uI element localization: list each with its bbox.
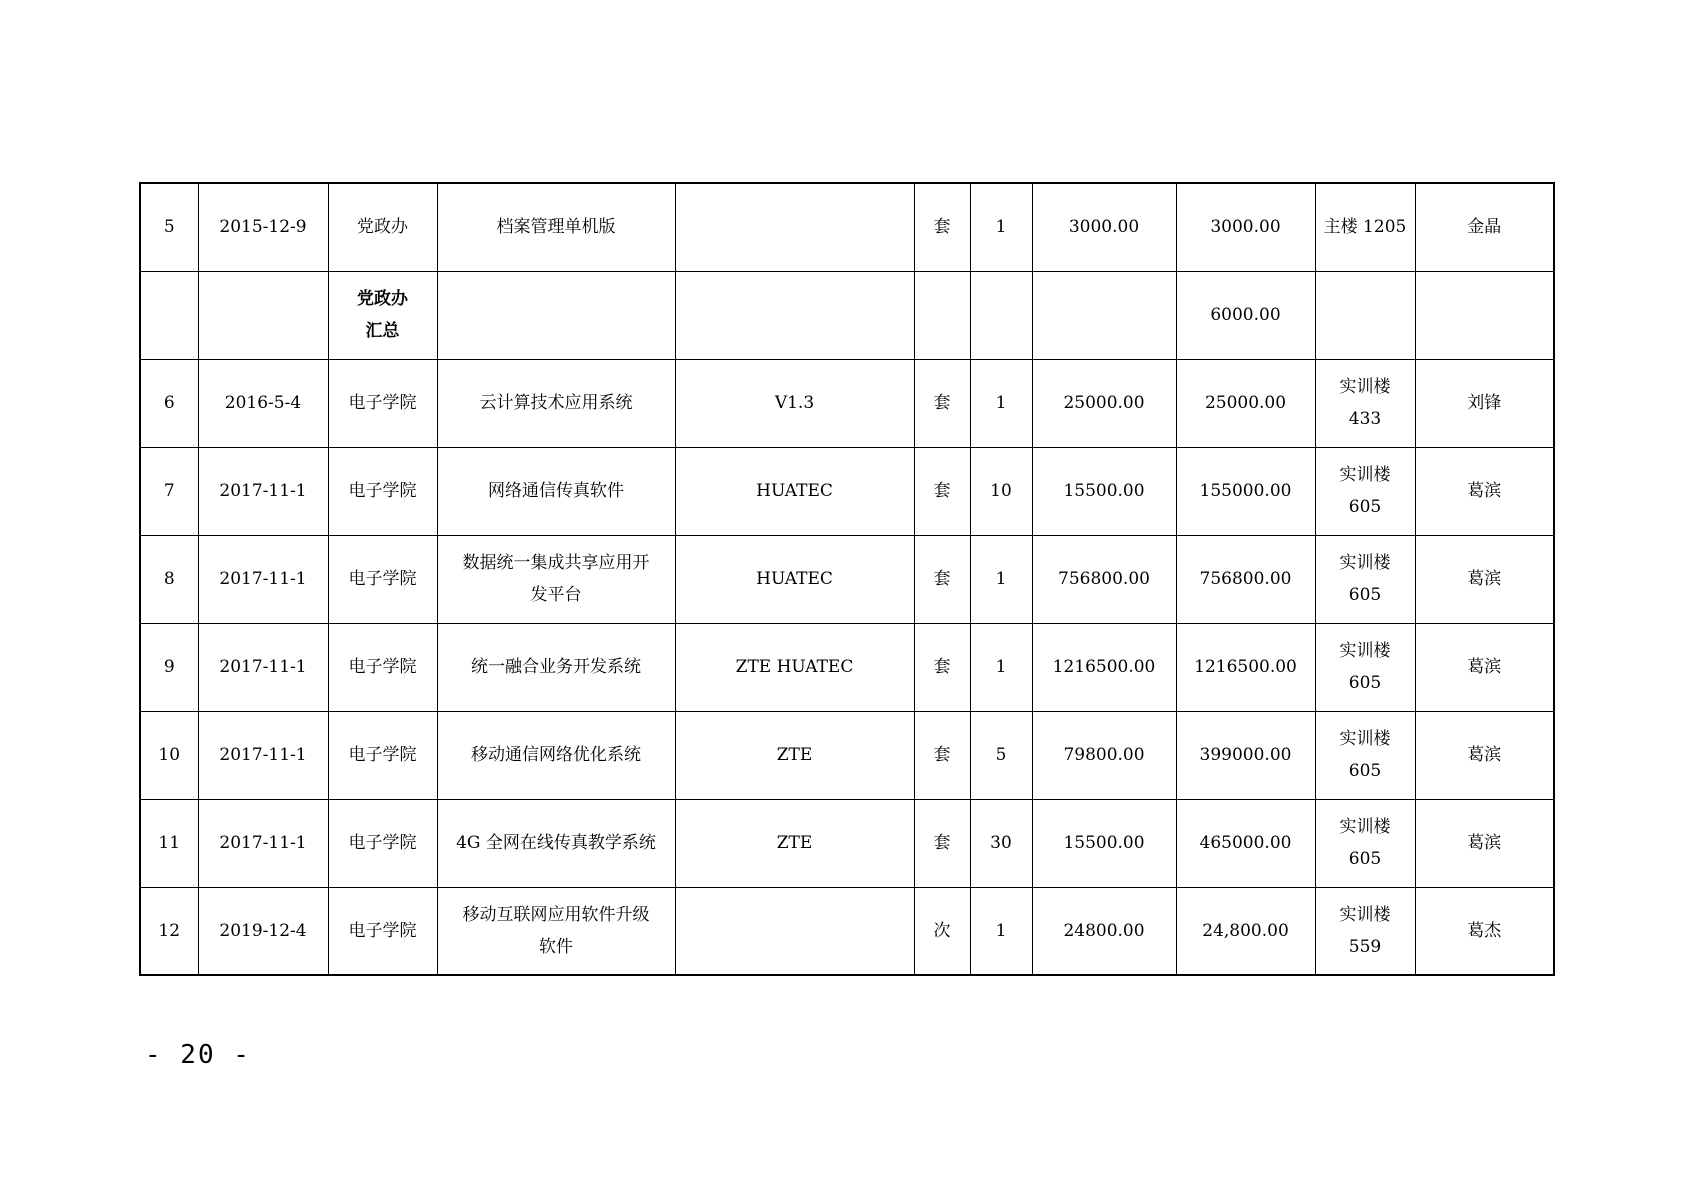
table-row [140, 447, 1554, 535]
unit-cell: 套 [914, 359, 970, 447]
unit-price-cell: 25000.00 [1032, 359, 1176, 447]
item-name-cell: 移动互联网应用软件升级 软件 [437, 887, 675, 975]
location-cell [1315, 271, 1415, 359]
table-row [140, 359, 1554, 447]
row-number-cell: 9 [140, 623, 198, 711]
page-number: - 20 - [145, 1040, 251, 1070]
unit-cell: 套 [914, 799, 970, 887]
total-amount-cell: 756800.00 [1176, 535, 1315, 623]
table-row [140, 535, 1554, 623]
date-cell: 2015-12-9 [198, 183, 328, 271]
total-amount-cell: 399000.00 [1176, 711, 1315, 799]
unit-price-cell: 15500.00 [1032, 447, 1176, 535]
model-cell: ZTE HUATEC [675, 623, 914, 711]
unit-price-cell: 15500.00 [1032, 799, 1176, 887]
custodian-cell: 葛滨 [1415, 623, 1554, 711]
unit-cell [914, 271, 970, 359]
date-cell: 2017-11-1 [198, 447, 328, 535]
location-cell: 实训楼 605 [1315, 799, 1415, 887]
date-cell: 2017-11-1 [198, 799, 328, 887]
total-amount-cell: 465000.00 [1176, 799, 1315, 887]
department-cell: 电子学院 [328, 623, 437, 711]
model-cell [675, 887, 914, 975]
date-cell [198, 271, 328, 359]
item-name-cell: 云计算技术应用系统 [437, 359, 675, 447]
location-cell: 主楼 1205 [1315, 183, 1415, 271]
quantity-cell: 30 [970, 799, 1032, 887]
location-cell: 实训楼 559 [1315, 887, 1415, 975]
quantity-cell: 1 [970, 887, 1032, 975]
row-number-cell: 5 [140, 183, 198, 271]
unit-cell: 套 [914, 623, 970, 711]
table-row [140, 711, 1554, 799]
item-name-cell: 4G 全网在线传真教学系统 [437, 799, 675, 887]
quantity-cell: 1 [970, 359, 1032, 447]
date-cell: 2019-12-4 [198, 887, 328, 975]
date-cell: 2017-11-1 [198, 535, 328, 623]
location-cell: 实训楼 605 [1315, 711, 1415, 799]
row-number-cell: 12 [140, 887, 198, 975]
table-row [140, 887, 1554, 975]
total-amount-cell: 155000.00 [1176, 447, 1315, 535]
summary-row [140, 271, 1554, 359]
row-number-cell [140, 271, 198, 359]
unit-price-cell: 24800.00 [1032, 887, 1176, 975]
row-number-cell: 8 [140, 535, 198, 623]
quantity-cell: 1 [970, 183, 1032, 271]
unit-price-cell: 3000.00 [1032, 183, 1176, 271]
quantity-cell [970, 271, 1032, 359]
unit-price-cell: 1216500.00 [1032, 623, 1176, 711]
quantity-cell: 5 [970, 711, 1032, 799]
item-name-cell [437, 271, 675, 359]
quantity-cell: 1 [970, 623, 1032, 711]
unit-cell: 套 [914, 447, 970, 535]
model-cell: V1.3 [675, 359, 914, 447]
date-cell: 2017-11-1 [198, 711, 328, 799]
table-row [140, 623, 1554, 711]
total-amount-cell: 24,800.00 [1176, 887, 1315, 975]
table-body [140, 183, 1554, 975]
location-cell: 实训楼 433 [1315, 359, 1415, 447]
custodian-cell [1415, 271, 1554, 359]
department-cell: 电子学院 [328, 535, 437, 623]
department-cell: 电子学院 [328, 359, 437, 447]
unit-cell: 套 [914, 535, 970, 623]
item-name-cell: 数据统一集成共享应用开 发平台 [437, 535, 675, 623]
custodian-cell: 葛滨 [1415, 535, 1554, 623]
date-cell: 2016-5-4 [198, 359, 328, 447]
custodian-cell: 刘锋 [1415, 359, 1554, 447]
model-cell: HUATEC [675, 447, 914, 535]
table-row [140, 183, 1554, 271]
department-cell: 电子学院 [328, 447, 437, 535]
item-name-cell: 网络通信传真软件 [437, 447, 675, 535]
quantity-cell: 10 [970, 447, 1032, 535]
unit-cell: 套 [914, 711, 970, 799]
custodian-cell: 金晶 [1415, 183, 1554, 271]
custodian-cell: 葛滨 [1415, 711, 1554, 799]
model-cell: ZTE [675, 799, 914, 887]
table-row [140, 799, 1554, 887]
model-cell: HUATEC [675, 535, 914, 623]
total-amount-cell: 6000.00 [1176, 271, 1315, 359]
unit-price-cell: 79800.00 [1032, 711, 1176, 799]
model-cell [675, 271, 914, 359]
unit-price-cell [1032, 271, 1176, 359]
row-number-cell: 11 [140, 799, 198, 887]
item-name-cell: 档案管理单机版 [437, 183, 675, 271]
unit-price-cell: 756800.00 [1032, 535, 1176, 623]
department-cell: 电子学院 [328, 711, 437, 799]
row-number-cell: 10 [140, 711, 198, 799]
department-cell: 电子学院 [328, 887, 437, 975]
row-number-cell: 7 [140, 447, 198, 535]
unit-cell: 套 [914, 183, 970, 271]
quantity-cell: 1 [970, 535, 1032, 623]
total-amount-cell: 3000.00 [1176, 183, 1315, 271]
item-name-cell: 统一融合业务开发系统 [437, 623, 675, 711]
model-cell: ZTE [675, 711, 914, 799]
department-cell: 党政办 [328, 183, 437, 271]
location-cell: 实训楼 605 [1315, 447, 1415, 535]
custodian-cell: 葛滨 [1415, 799, 1554, 887]
row-number-cell: 6 [140, 359, 198, 447]
custodian-cell: 葛杰 [1415, 887, 1554, 975]
total-amount-cell: 1216500.00 [1176, 623, 1315, 711]
model-cell [675, 183, 914, 271]
unit-cell: 次 [914, 887, 970, 975]
department-cell: 电子学院 [328, 799, 437, 887]
department-cell: 党政办 汇总 [328, 271, 437, 359]
date-cell: 2017-11-1 [198, 623, 328, 711]
location-cell: 实训楼 605 [1315, 623, 1415, 711]
item-name-cell: 移动通信网络优化系统 [437, 711, 675, 799]
asset-table [139, 182, 1555, 976]
location-cell: 实训楼 605 [1315, 535, 1415, 623]
custodian-cell: 葛滨 [1415, 447, 1554, 535]
total-amount-cell: 25000.00 [1176, 359, 1315, 447]
